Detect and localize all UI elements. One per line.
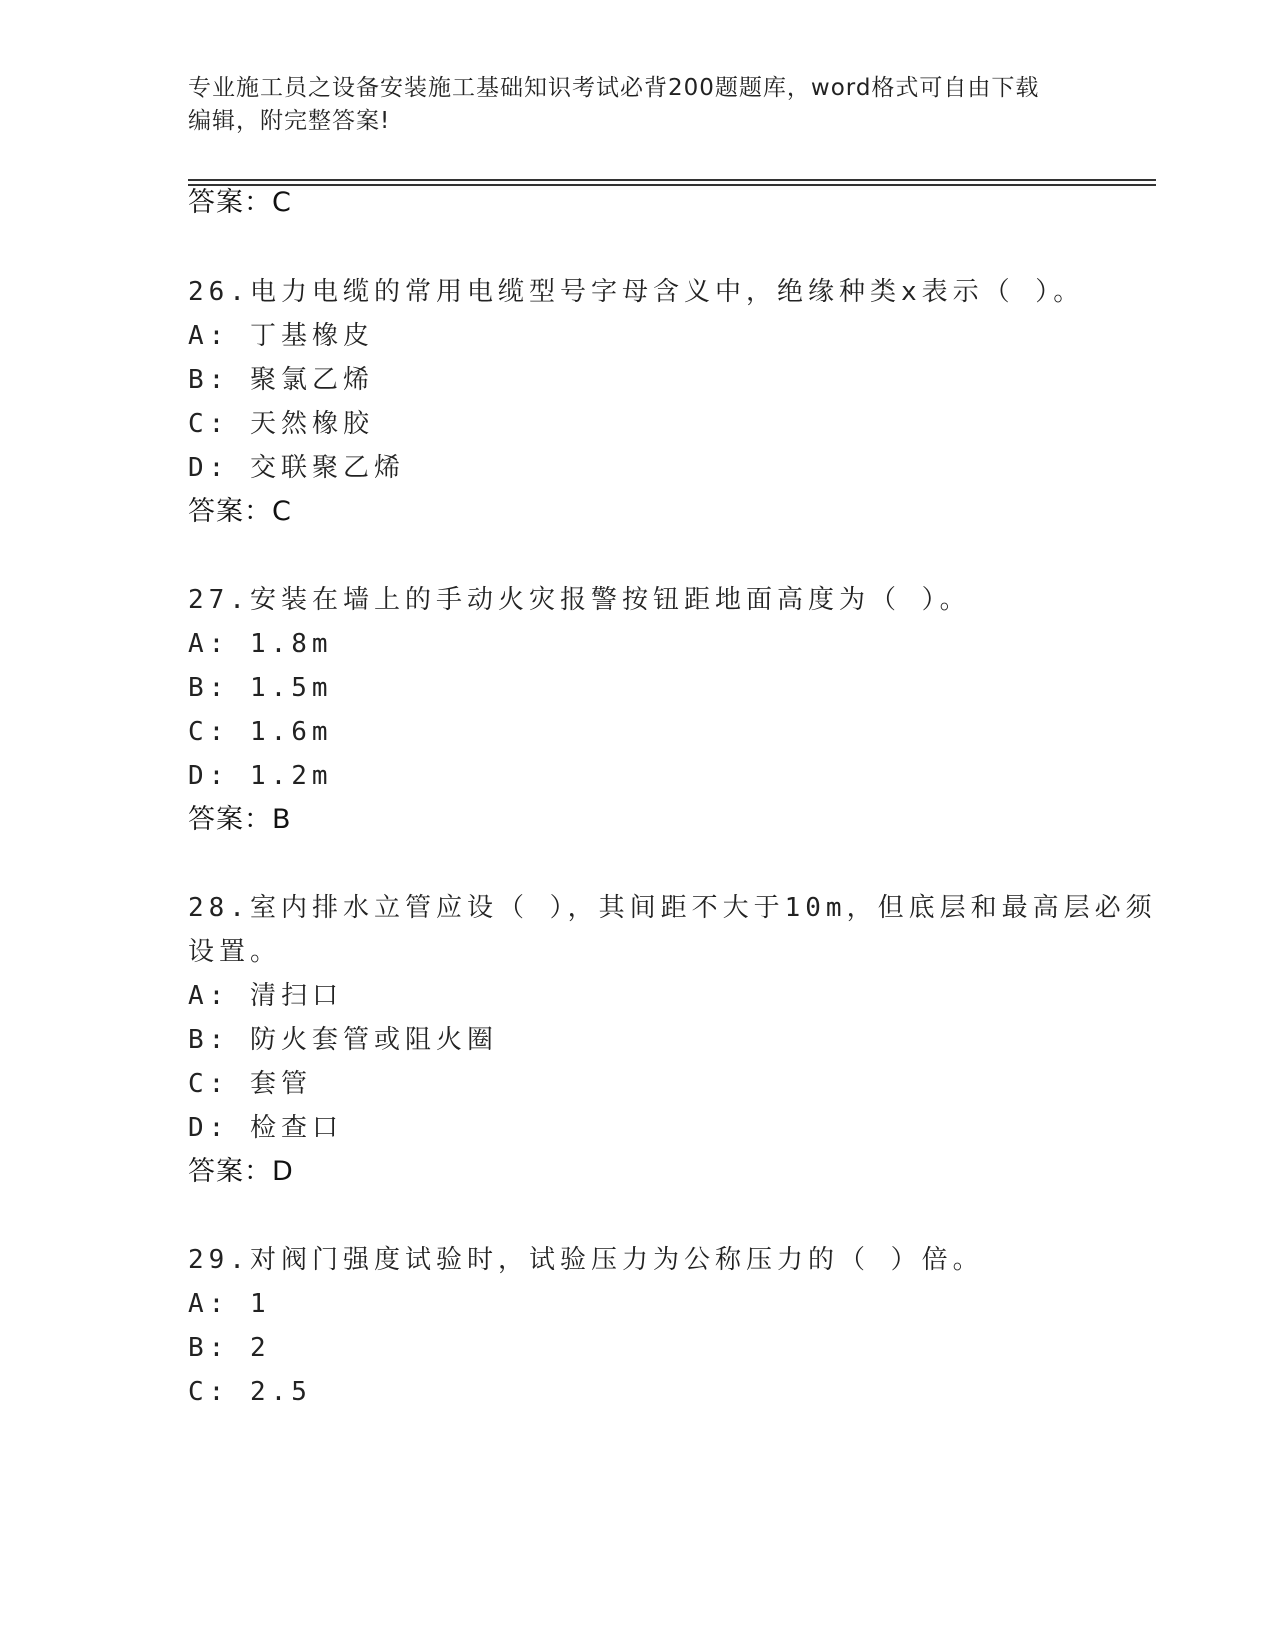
question-26-option-d: D: 交联聚乙烯 xyxy=(188,453,405,483)
question-27-option-b: B: 1.5m xyxy=(188,673,333,703)
question-26-answer: 答案：C xyxy=(188,496,292,527)
question-29-stem: 29.对阀门强度试验时，试验压力为公称压力的（ ）倍。 xyxy=(188,1245,984,1275)
question-28-option-d: D: 检查口 xyxy=(188,1113,343,1143)
question-28-stem-line-2: 设置。 xyxy=(188,937,282,967)
document-header xyxy=(188,72,1088,138)
header-line-2: 编辑，附完整答案! xyxy=(188,108,391,134)
question-29-option-b: B: 2 xyxy=(188,1333,271,1363)
question-28-option-c: C: 套管 xyxy=(188,1069,312,1099)
answer-line-25: 答案：C xyxy=(188,187,292,218)
question-26-stem: 26.电力电缆的常用电缆型号字母含义中，绝缘种类x表示（ ）。 xyxy=(188,277,1085,307)
question-28-stem-line-1: 28.室内排水立管应设（ ），其间距不大于10m，但底层和最高层必须 xyxy=(188,893,1157,923)
question-27-option-a: A: 1.8m xyxy=(188,629,333,659)
question-27-option-d: D: 1.2m xyxy=(188,761,333,791)
question-27-answer: 答案：B xyxy=(188,804,292,835)
question-26-option-a: A: 丁基橡皮 xyxy=(188,321,374,351)
header-divider-bottom xyxy=(188,184,1156,186)
question-27-stem: 27.安装在墙上的手动火灾报警按钮距地面高度为（ ）。 xyxy=(188,585,971,615)
question-28-option-b: B: 防火套管或阻火圈 xyxy=(188,1025,498,1055)
question-28-option-a: A: 清扫口 xyxy=(188,981,343,1011)
header-divider-top xyxy=(188,179,1156,181)
question-29-option-c: C: 2.5 xyxy=(188,1377,312,1407)
question-29-option-a: A: 1 xyxy=(188,1289,271,1319)
question-26-option-c: C: 天然橡胶 xyxy=(188,409,374,439)
header-line-1: 专业施工员之设备安装施工基础知识考试必背200题题库，word格式可自由下载 xyxy=(188,75,1040,101)
question-28-answer: 答案：D xyxy=(188,1156,294,1187)
question-26-option-b: B: 聚氯乙烯 xyxy=(188,365,374,395)
question-27-option-c: C: 1.6m xyxy=(188,717,333,747)
